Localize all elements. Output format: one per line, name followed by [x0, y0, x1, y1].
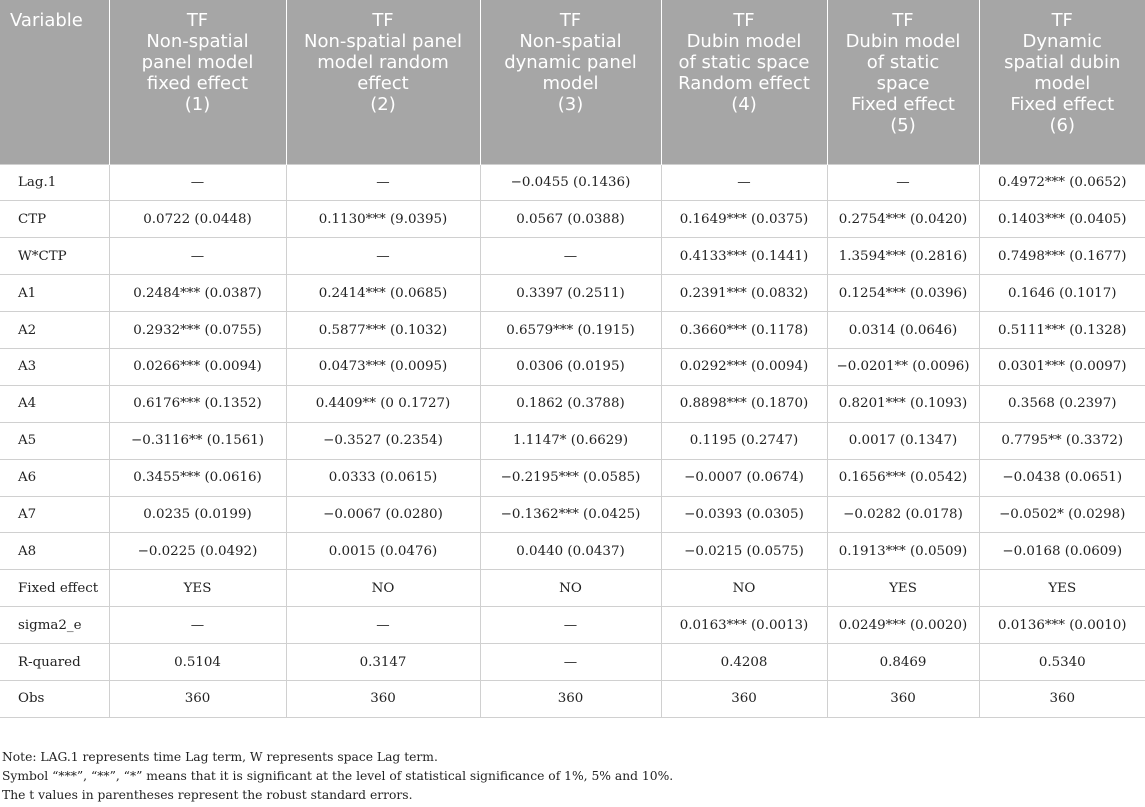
table-cell: 0.1646 (0.1017): [979, 275, 1145, 312]
table-cell: 360: [979, 680, 1145, 717]
table-cell: 0.0567 (0.0388): [480, 201, 661, 238]
table-cell: 0.0333 (0.0615): [286, 459, 480, 496]
table-cell: 0.1130*** (9.0395): [286, 201, 480, 238]
table-cell: −0.0168 (0.0609): [979, 533, 1145, 570]
note-line: Symbol “***”, “**”, “*” means that it is significant at the level of statistical significance of 1%, 5% and 10%.: [2, 769, 674, 783]
table-row: [0, 312, 1145, 349]
table-cell: 0.0292*** (0.0094): [661, 348, 827, 385]
header-line: TF: [186, 10, 209, 31]
table-cell: 0.0163*** (0.0013): [661, 607, 827, 644]
table-row: [0, 644, 1145, 681]
header-column-5: [827, 0, 979, 164]
table-cell: −0.3527 (0.2354): [286, 422, 480, 459]
table-cell: 0.8898*** (0.1870): [661, 385, 827, 422]
header-line: panel model: [141, 52, 254, 73]
header-line: (2): [370, 94, 396, 115]
table-cell: —: [109, 238, 286, 275]
table-cell: 0.6579*** (0.1915): [480, 312, 661, 349]
table-cell: −0.0282 (0.0178): [827, 496, 979, 533]
header-line: (5): [890, 115, 916, 136]
header-line: model: [1034, 73, 1091, 94]
header-line: Non-spatial: [519, 31, 622, 52]
table-cell: 0.1656*** (0.0542): [827, 459, 979, 496]
header-line: Non-spatial panel: [304, 31, 462, 52]
table-cell: 0.8469: [827, 644, 979, 681]
header-variable: Variable: [0, 0, 109, 164]
table-cell: 0.5877*** (0.1032): [286, 312, 480, 349]
table-cell: 0.1254*** (0.0396): [827, 275, 979, 312]
table-cell: 0.1913*** (0.0509): [827, 533, 979, 570]
table-cell: 0.2754*** (0.0420): [827, 201, 979, 238]
row-label: sigma2_e: [0, 607, 109, 644]
table-row: [0, 570, 1145, 607]
table-row: [0, 533, 1145, 570]
table-row: [0, 164, 1145, 201]
table-cell: 0.0017 (0.1347): [827, 422, 979, 459]
table-cell: 0.4208: [661, 644, 827, 681]
table-cell: —: [109, 607, 286, 644]
table-cell: 0.7498*** (0.1677): [979, 238, 1145, 275]
table-cell: 0.0015 (0.0476): [286, 533, 480, 570]
table-cell: 0.3660*** (0.1178): [661, 312, 827, 349]
row-label: A4: [0, 385, 109, 422]
table-cell: —: [827, 164, 979, 201]
table-cell: 0.8201*** (0.1093): [827, 385, 979, 422]
table-cell: 360: [286, 680, 480, 717]
header-line: Random effect: [678, 73, 810, 94]
table-cell: —: [109, 164, 286, 201]
table-cell: —: [661, 164, 827, 201]
table-cell: 0.0314 (0.0646): [827, 312, 979, 349]
header-line: (4): [731, 94, 757, 115]
table-cell: 0.0301*** (0.0097): [979, 348, 1145, 385]
header-line: TF: [733, 10, 755, 31]
table-cell: −0.0455 (0.1436): [480, 164, 661, 201]
header-line: fixed effect: [146, 73, 249, 94]
header-line: (3): [557, 94, 584, 115]
table-cell: 0.7795** (0.3372): [979, 422, 1145, 459]
table-cell: 0.0266*** (0.0094): [109, 348, 286, 385]
table-cell: −0.0201** (0.0096): [827, 348, 979, 385]
table-cell: 0.0306 (0.0195): [480, 348, 661, 385]
table-cell: NO: [480, 570, 661, 607]
table-cell: 0.4133*** (0.1441): [661, 238, 827, 275]
table-cell: 360: [661, 680, 827, 717]
table-cell: YES: [827, 570, 979, 607]
table-cell: −0.0225 (0.0492): [109, 533, 286, 570]
table-cell: −0.2195*** (0.0585): [480, 459, 661, 496]
table-cell: 0.4409** (0 0.1727): [286, 385, 480, 422]
table-cell: −0.1362*** (0.0425): [480, 496, 661, 533]
table-cell: 0.4972*** (0.0652): [979, 164, 1145, 201]
table-cell: −0.3116** (0.1561): [109, 422, 286, 459]
table-cell: 0.3147: [286, 644, 480, 681]
table-row: [0, 275, 1145, 312]
table-cell: 0.1195 (0.2747): [661, 422, 827, 459]
table-cell: 0.5111*** (0.1328): [979, 312, 1145, 349]
header-column-6: [979, 0, 1145, 164]
table-cell: −0.0393 (0.0305): [661, 496, 827, 533]
table-cell: 0.0722 (0.0448): [109, 201, 286, 238]
row-label: R-quared: [0, 644, 109, 681]
table-cell: −0.0007 (0.0674): [661, 459, 827, 496]
table-cell: 0.3397 (0.2511): [480, 275, 661, 312]
table-cell: −0.0215 (0.0575): [661, 533, 827, 570]
table-row: [0, 459, 1145, 496]
header-line: effect: [357, 73, 409, 94]
table-row: [0, 348, 1145, 385]
row-label: A6: [0, 459, 109, 496]
table-cell: —: [286, 238, 480, 275]
header-column-1: [109, 0, 286, 164]
row-label: A3: [0, 348, 109, 385]
header-line: of static: [866, 52, 940, 73]
header-line: TF: [892, 10, 914, 31]
table-cell: 360: [827, 680, 979, 717]
table-cell: 0.2932*** (0.0755): [109, 312, 286, 349]
table-row: [0, 385, 1145, 422]
table-cell: 360: [480, 680, 661, 717]
header-line: Dynamic: [1022, 31, 1102, 52]
header-column-4: [661, 0, 827, 164]
table-cell: 0.0473*** (0.0095): [286, 348, 480, 385]
table-cell: 1.3594*** (0.2816): [827, 238, 979, 275]
row-label: CTP: [0, 201, 109, 238]
row-label: A5: [0, 422, 109, 459]
header-line: (1): [184, 94, 211, 115]
row-label: A1: [0, 275, 109, 312]
table-cell: 0.0440 (0.0437): [480, 533, 661, 570]
table-row: [0, 607, 1145, 644]
row-label: A7: [0, 496, 109, 533]
table-cell: 0.1862 (0.3788): [480, 385, 661, 422]
table-cell: 1.1147* (0.6629): [480, 422, 661, 459]
table-cell: 0.1403*** (0.0405): [979, 201, 1145, 238]
header-line: of static space: [678, 52, 810, 73]
table-cell: 0.5104: [109, 644, 286, 681]
table-cell: —: [480, 607, 661, 644]
header-line: TF: [1051, 10, 1073, 31]
note-line: The t values in parentheses represent the robust standard errors.: [2, 788, 413, 802]
row-label: Lag.1: [0, 164, 109, 201]
row-label: A8: [0, 533, 109, 570]
header-line: Non-spatial: [146, 31, 249, 52]
header-line: Dubin model: [686, 31, 802, 52]
row-label: Obs: [0, 680, 109, 717]
table-notes: [2, 748, 1142, 805]
table-row: [0, 238, 1145, 275]
table-cell: YES: [979, 570, 1145, 607]
table-cell: −0.0067 (0.0280): [286, 496, 480, 533]
header-line: model: [542, 73, 599, 94]
table-cell: 0.0136*** (0.0010): [979, 607, 1145, 644]
table-cell: 0.2391*** (0.0832): [661, 275, 827, 312]
header-line: Dubin model: [845, 31, 961, 52]
table-cell: 360: [109, 680, 286, 717]
table-cell: 0.1649*** (0.0375): [661, 201, 827, 238]
table-cell: −0.0438 (0.0651): [979, 459, 1145, 496]
table-body: [0, 164, 1145, 717]
table-cell: —: [286, 164, 480, 201]
header-line: TF: [372, 10, 394, 31]
table-cell: 0.3568 (0.2397): [979, 385, 1145, 422]
table-cell: NO: [286, 570, 480, 607]
table-cell: 0.6176*** (0.1352): [109, 385, 286, 422]
table-cell: 0.2414*** (0.0685): [286, 275, 480, 312]
table-row: [0, 201, 1145, 238]
header-line: TF: [559, 10, 582, 31]
header-column-3: [480, 0, 661, 164]
table-header: [0, 0, 1145, 164]
header-column-2: [286, 0, 480, 164]
header-line: model random: [317, 52, 449, 73]
header-line: dynamic panel: [504, 52, 637, 73]
header-line: Fixed effect: [851, 94, 955, 115]
table-cell: 0.3455*** (0.0616): [109, 459, 286, 496]
header-line: spatial dubin: [1004, 52, 1121, 73]
row-label: A2: [0, 312, 109, 349]
note-line: Note: LAG.1 represents time Lag term, W represents space Lag term.: [2, 750, 438, 764]
table-cell: YES: [109, 570, 286, 607]
header-line: space: [876, 73, 930, 94]
table-row: [0, 680, 1145, 717]
table-cell: 0.5340: [979, 644, 1145, 681]
table-cell: NO: [661, 570, 827, 607]
row-label: Fixed effect: [0, 570, 109, 607]
header-line: Fixed effect: [1010, 94, 1115, 115]
table-cell: −0.0502* (0.0298): [979, 496, 1145, 533]
row-label: W*CTP: [0, 238, 109, 275]
table-row: [0, 496, 1145, 533]
table-cell: 0.0235 (0.0199): [109, 496, 286, 533]
table-cell: 0.2484*** (0.0387): [109, 275, 286, 312]
table-cell: —: [480, 238, 661, 275]
table-cell: —: [286, 607, 480, 644]
table-row: [0, 422, 1145, 459]
table-cell: 0.0249*** (0.0020): [827, 607, 979, 644]
table-cell: —: [480, 644, 661, 681]
header-line: (6): [1049, 115, 1075, 136]
